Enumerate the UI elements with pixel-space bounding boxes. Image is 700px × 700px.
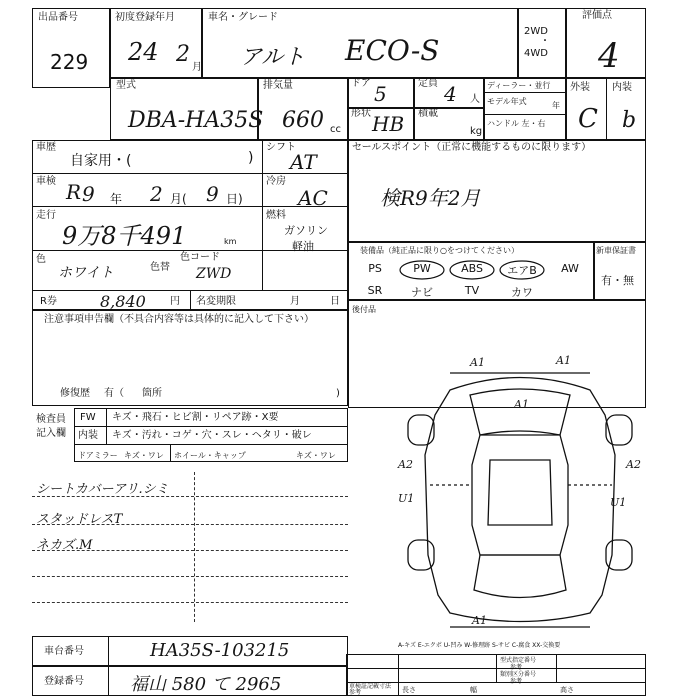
notes-line-4 xyxy=(32,576,348,577)
drive-2wd: 2WD xyxy=(524,26,548,37)
interior-value: b xyxy=(622,108,637,133)
ac-value: AC xyxy=(298,186,328,210)
equip-leather: カワ xyxy=(511,286,533,299)
history-vdivider xyxy=(262,140,263,290)
exterior-value: C xyxy=(578,104,598,134)
circle-airbag xyxy=(500,261,544,279)
type-vline-1 xyxy=(398,654,399,696)
inspection-label: 車検 xyxy=(36,176,56,187)
mark-a2-right: A2 xyxy=(626,458,641,471)
inspector-vline xyxy=(106,408,107,444)
displacement-value: 660 xyxy=(282,108,324,133)
chassis-value: HA35S-103215 xyxy=(150,640,290,661)
class-label: 類別区分番号 xyxy=(500,671,537,678)
row-interior-label: 内装 xyxy=(78,430,98,441)
mark-a1-front-left: A1 xyxy=(470,356,485,369)
door-value: 5 xyxy=(374,82,387,106)
inspector-title-1: 検査員 xyxy=(36,414,66,425)
inspection-day-unit: 日) xyxy=(226,192,243,206)
fuel-value-2: 軽油 xyxy=(292,240,314,253)
name-grade-label: 車名・グレード xyxy=(208,12,278,23)
model-value: DBA-HA35S xyxy=(128,108,264,133)
equip-tv: TV xyxy=(464,284,480,297)
circle-pw xyxy=(400,261,444,279)
interior-label: 内装 xyxy=(612,82,632,93)
repair-value: 有（ xyxy=(104,388,124,399)
owner-value: 自家用・( xyxy=(70,153,132,169)
car-outline xyxy=(425,378,615,622)
name-change-month: 月 xyxy=(290,296,300,307)
roof xyxy=(488,460,552,525)
equipment-circles xyxy=(348,256,594,286)
mark-a1-rear: A1 xyxy=(472,614,487,627)
model-year-unit: 年 xyxy=(552,101,560,110)
car-name: アルト xyxy=(240,45,306,70)
type-vline-3 xyxy=(556,654,557,682)
color-change-label: 色替 xyxy=(150,262,170,273)
inspection-month: 2 xyxy=(150,182,163,206)
recycle-value: 8,840 xyxy=(100,292,146,311)
shape-label: 形状 xyxy=(351,108,371,119)
door-label: ドア xyxy=(351,78,371,89)
inspector-title-2: 記入欄 xyxy=(36,428,66,439)
type-line-2 xyxy=(346,682,646,683)
dim-label: 車検証記載寸法 参考 xyxy=(349,683,392,696)
type-designation-label: 型式指定番号 xyxy=(500,657,537,664)
hood xyxy=(470,389,570,435)
rear-window xyxy=(474,555,566,598)
registration-label: 登録番号 xyxy=(44,676,84,687)
dealer-divider-1 xyxy=(484,92,566,93)
repair-suffix: 箇所 xyxy=(142,388,162,399)
name-change-day: 日 xyxy=(330,296,340,307)
model-label: 型式 xyxy=(116,80,136,91)
grade: ECO-S xyxy=(345,34,440,67)
equip-abs: ABS xyxy=(461,262,483,275)
dealer-label: ディーラー・並行 xyxy=(487,81,551,90)
owner-label: 車歴 xyxy=(36,142,56,153)
length-label: 長さ xyxy=(402,686,416,694)
lot-label: 出品番号 xyxy=(38,12,78,23)
shift-label: シフト xyxy=(266,142,296,153)
equip-ps: PS xyxy=(368,262,382,275)
fuel-value-1: ガソリン xyxy=(284,224,328,237)
note-2: スタッドレスT xyxy=(36,512,123,527)
exterior-label: 外装 xyxy=(570,82,590,93)
ac-label: 冷房 xyxy=(266,176,286,187)
first-reg-label: 初度登録年月 xyxy=(115,12,175,23)
inspection-year-unit: 年 xyxy=(110,192,123,206)
row-mirror-label: ドアミラー xyxy=(78,451,118,460)
first-reg-year: 24 xyxy=(128,38,159,66)
name-change-label: 名変期限 xyxy=(196,296,236,307)
damage-legend: A-キズ E-エクボ U-凹み W-修理跡 S-サビ C-腐食 XX-交換要 xyxy=(398,642,561,649)
class-ref-label: 参考 xyxy=(510,678,523,685)
equip-airbag: エアB xyxy=(507,264,537,277)
sales-point-value: 検R9年2月 xyxy=(380,186,481,210)
recycle-divider xyxy=(190,290,191,310)
mileage-value: 9万8千491 xyxy=(62,222,187,250)
owner-close: ) xyxy=(248,150,254,166)
capacity-unit: 人 xyxy=(470,94,480,105)
capacity-label: 定員 xyxy=(418,78,438,89)
score-value: 4 xyxy=(598,36,620,76)
load-unit: kg xyxy=(470,126,483,137)
model-year-label: モデル年式 xyxy=(487,97,527,106)
cc-unit: cc xyxy=(330,124,341,135)
color-code-label: 色コード xyxy=(180,252,220,263)
row-mirror-text: キズ・ワレ xyxy=(124,451,164,460)
notes-mid xyxy=(194,472,195,622)
notice-label: 注意事項申告欄（不具合内容等は具体的に記入して下さい） xyxy=(44,314,314,325)
circle-abs xyxy=(450,261,494,279)
equip-aw: AW xyxy=(561,262,579,275)
height-label: 高さ xyxy=(560,686,574,694)
mirror-divider xyxy=(170,444,171,462)
note-1: シートカバーアリ.シミ xyxy=(36,482,169,497)
recycle-label: R券 xyxy=(40,296,57,307)
drive-dot: ・ xyxy=(540,36,550,47)
color-value: ホワイト xyxy=(58,265,114,281)
sales-point-label: セールスポイント（正常に機能するものに限ります） xyxy=(352,142,592,153)
inspection-day: 9 xyxy=(206,182,219,206)
mark-u1-left: U1 xyxy=(398,492,415,505)
equip-navi: ナビ xyxy=(411,286,433,299)
mark-a1-front-right: A1 xyxy=(556,354,571,367)
first-reg-month: 2 xyxy=(176,42,190,67)
shift-value: AT xyxy=(290,150,317,174)
repair-close: ) xyxy=(336,388,340,399)
handle-label: ハンドル 左・右 xyxy=(487,119,546,128)
type-ref-label: 参考 xyxy=(510,664,523,671)
note-3: ネカズ.M xyxy=(36,538,93,553)
chassis-label: 車台番号 xyxy=(44,646,84,657)
type-vline-2 xyxy=(496,654,497,682)
inspector-line-1 xyxy=(74,426,348,427)
row-wheel-label: ホイール・キャップ xyxy=(174,451,246,460)
drive-4wd: 4WD xyxy=(524,48,548,59)
ext-int-divider xyxy=(606,78,607,140)
km-unit: km xyxy=(224,237,237,246)
registration-value: 福山 580 て 2965 xyxy=(130,674,282,695)
warranty-value: 有・無 xyxy=(601,274,634,287)
inspector-line-2 xyxy=(74,444,348,445)
repair-label: 修復歴 xyxy=(60,388,90,399)
fuel-label: 燃料 xyxy=(266,210,286,221)
row-fw-label: FW xyxy=(80,412,96,423)
color-code-value: ZWD xyxy=(196,266,232,282)
lot-number: 229 xyxy=(50,50,89,74)
mileage-label: 走行 xyxy=(36,210,56,221)
row-wheel-text: キズ・ワレ xyxy=(296,451,336,460)
new-warranty-label: 新車保証書 xyxy=(596,246,636,255)
post-equipment-label: 後付品 xyxy=(352,305,376,314)
displacement-label: 排気量 xyxy=(263,80,293,91)
notes-line-5 xyxy=(32,602,348,603)
mark-a1-hood: A1 xyxy=(514,398,529,411)
cabin xyxy=(472,435,568,555)
month-unit: 月 xyxy=(192,62,202,73)
dealer-divider-2 xyxy=(484,114,566,115)
inspection-month-unit: 月( xyxy=(170,192,187,206)
score-label: 評価点 xyxy=(582,10,612,21)
equip-pw: PW xyxy=(413,262,431,275)
inspection-era: R xyxy=(66,180,82,204)
mark-u1-right: U1 xyxy=(610,496,627,509)
row-fw-text: キズ・飛石・ヒビ割・リペア跡・X要 xyxy=(112,412,279,423)
load-label: 積載 xyxy=(418,108,438,119)
yen-unit: 円 xyxy=(170,296,180,307)
inspection-year: 9 xyxy=(82,182,95,206)
mark-a2-left: A2 xyxy=(398,458,413,471)
wheel-fr xyxy=(606,415,632,445)
shape-value: HB xyxy=(372,112,405,136)
row-interior-text: キズ・汚れ・コゲ・穴・スレ・ヘタリ・破レ xyxy=(112,430,312,441)
wheel-fl xyxy=(408,415,434,445)
capacity-value: 4 xyxy=(444,82,457,106)
color-label: 色 xyxy=(36,254,46,265)
equip-sr: SR xyxy=(367,284,383,297)
width-label: 幅 xyxy=(470,686,477,694)
equipment-label: 装備品（純正品に限り○をつけてください） xyxy=(360,246,519,255)
